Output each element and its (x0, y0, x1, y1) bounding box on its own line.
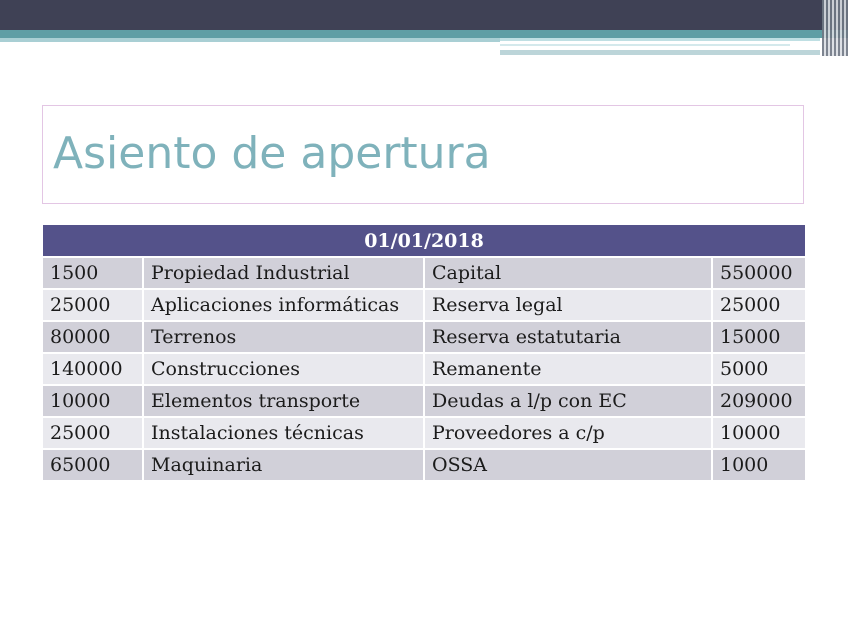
light-band (0, 38, 500, 42)
credit-amount: 5000 (712, 353, 805, 385)
debit-amount: 10000 (43, 385, 143, 417)
table-container (43, 225, 805, 482)
debit-account: Propiedad Industrial (143, 257, 424, 289)
debit-account: Terrenos (143, 321, 424, 353)
table-row (43, 353, 805, 385)
table-row (43, 257, 805, 289)
table-header-date: 01/01/2018 (43, 225, 805, 257)
slide-title: Asiento de apertura (53, 128, 491, 179)
credit-account: Remanente (424, 353, 712, 385)
teal-band (0, 30, 848, 38)
decor-line (500, 38, 820, 41)
table-row (43, 321, 805, 353)
debit-amount: 25000 (43, 289, 143, 321)
decor-line (500, 50, 820, 55)
credit-account: Deudas a l/p con EC (424, 385, 712, 417)
table-row (43, 449, 805, 481)
debit-amount: 1500 (43, 257, 143, 289)
decor-line (500, 44, 790, 46)
debit-account: Elementos transporte (143, 385, 424, 417)
title-placeholder[interactable] (42, 105, 804, 204)
credit-amount: 209000 (712, 385, 805, 417)
opening-entry-table (43, 225, 805, 482)
debit-account: Instalaciones técnicas (143, 417, 424, 449)
table-header-row (43, 225, 805, 257)
debit-account: Aplicaciones informáticas (143, 289, 424, 321)
debit-amount: 140000 (43, 353, 143, 385)
credit-amount: 1000 (712, 449, 805, 481)
debit-amount: 25000 (43, 417, 143, 449)
top-band (0, 0, 848, 30)
credit-account: Reserva legal (424, 289, 712, 321)
credit-amount: 10000 (712, 417, 805, 449)
credit-account: OSSA (424, 449, 712, 481)
credit-account: Proveedores a c/p (424, 417, 712, 449)
credit-account: Reserva estatutaria (424, 321, 712, 353)
debit-account: Construcciones (143, 353, 424, 385)
decor-stripes (822, 0, 848, 56)
credit-amount: 15000 (712, 321, 805, 353)
credit-amount: 550000 (712, 257, 805, 289)
debit-amount: 65000 (43, 449, 143, 481)
debit-account: Maquinaria (143, 449, 424, 481)
credit-amount: 25000 (712, 289, 805, 321)
table-row (43, 385, 805, 417)
credit-account: Capital (424, 257, 712, 289)
debit-amount: 80000 (43, 321, 143, 353)
table-row (43, 289, 805, 321)
table-row (43, 417, 805, 449)
